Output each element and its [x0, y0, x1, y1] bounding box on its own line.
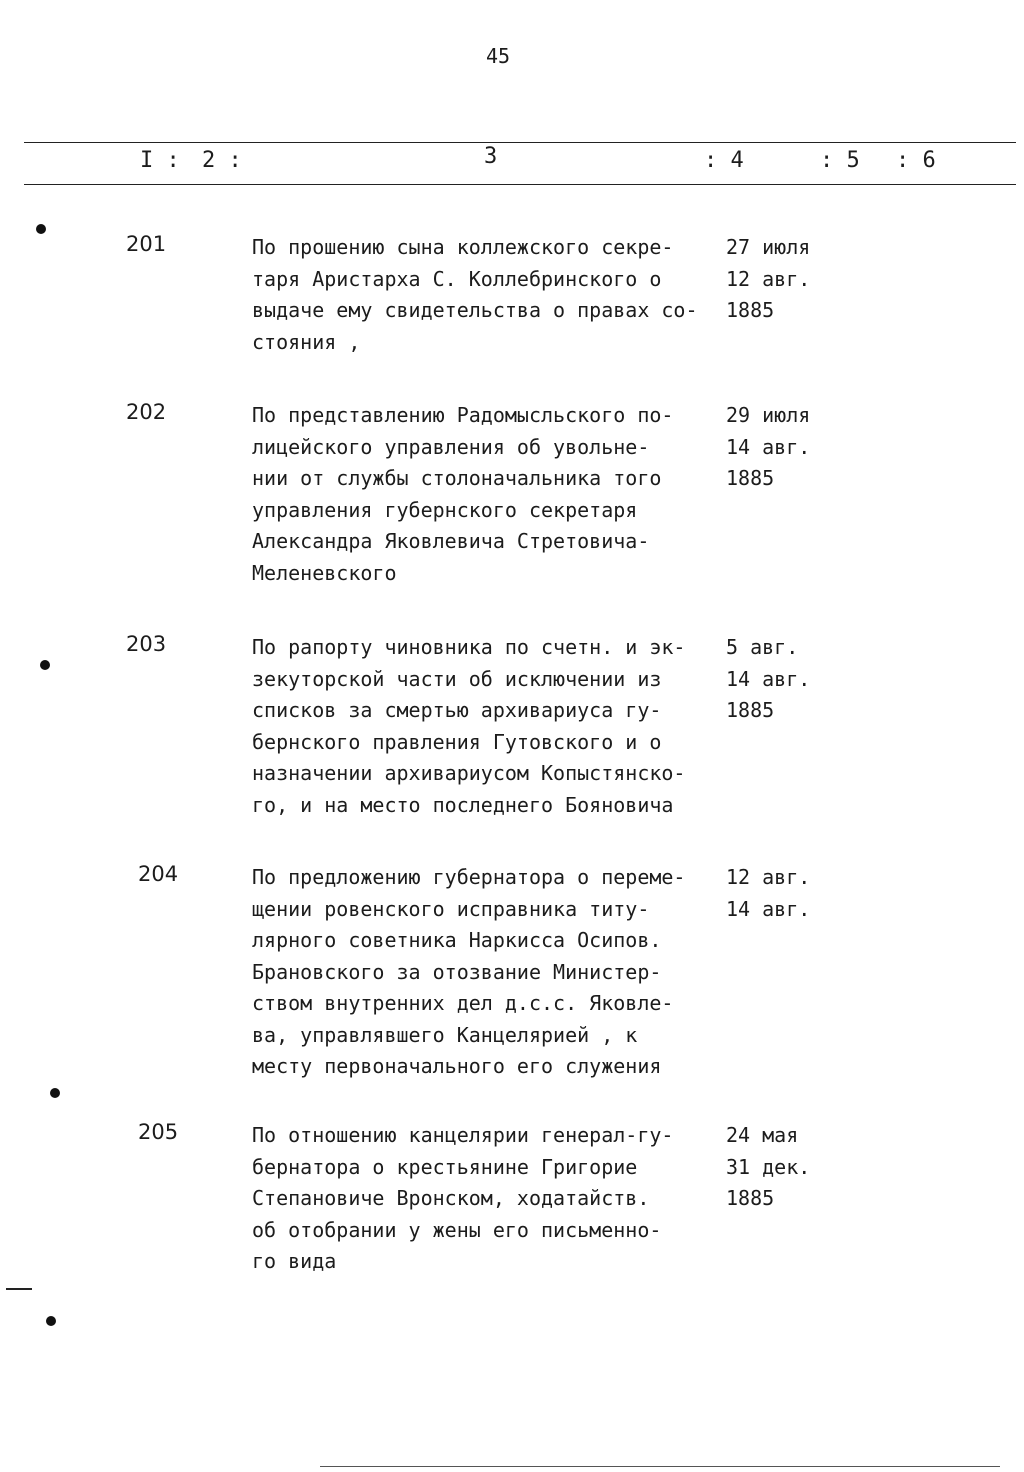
punch-hole-mark [36, 224, 46, 234]
entry-text-line: месту первоначального его служения [252, 1054, 662, 1078]
punch-hole-mark [46, 1316, 56, 1326]
entry-date-year: 1885 [726, 466, 775, 490]
entry-text-line: По предложению губернатора о переме- [252, 865, 686, 889]
entry-text-line: По отношению канцелярии генерал-гу- [252, 1123, 674, 1147]
entry-text-line: стояния , [252, 329, 361, 354]
column-header-4: : 4 [704, 148, 744, 173]
entry-dates [726, 400, 846, 495]
entry-description [252, 400, 724, 589]
entry-text-line: щении ровенского исправника титу- [252, 896, 650, 921]
entry-date-year: 1885 [726, 698, 775, 722]
scan-bottom-rule [320, 1466, 1000, 1467]
entry-date-start: 27 июля [726, 235, 811, 259]
entry-text-line: об отобрании у жены его письменно- [252, 1217, 662, 1242]
entry-text-line: По прошению сына коллежского секре- [252, 235, 674, 259]
entry-text-line: таря Аристарха С. Коллебринского о [252, 266, 662, 291]
entry-text-line: По рапорту чиновника по счетн. и эк- [252, 635, 686, 659]
entry-text-line: бернатора о крестьянине Григорие [252, 1154, 638, 1179]
entry-description [252, 862, 724, 1083]
entry-text-line: управления губернского секретаря [252, 497, 638, 522]
entry-number: 202 [126, 400, 167, 424]
entry-date-end: 14 авг. [726, 434, 811, 459]
entry-text-line: По представлению Радомысльского по- [252, 403, 674, 427]
column-header-1: I : [140, 148, 180, 173]
entry-text-line: нии от службы столоначальника того [252, 466, 662, 490]
entry-dates [726, 862, 846, 925]
entry-text-line: лярного советника Наркисса Осипов. [252, 928, 662, 952]
entry-text-line: Александра Яковлевича Стретовича- [252, 529, 650, 553]
entry-number: 204 [138, 862, 179, 886]
entry-text-line: зекуторской части об исключении из [252, 666, 662, 691]
entry-date-start: 5 авг. [726, 635, 799, 659]
entry-text-line: го, и на место последнего Бояновича [252, 792, 674, 817]
entry-description [252, 632, 724, 821]
entry-text-line: ва, управлявшего Канцелярией , к [252, 1022, 638, 1047]
entry-date-start: 24 мая [726, 1123, 799, 1147]
entry-text-line: списков за смертью архивариуса гу- [252, 698, 662, 722]
entry-dates [726, 232, 846, 327]
punch-hole-mark [50, 1088, 60, 1098]
column-header-3: 3 [484, 144, 498, 169]
entry-description [252, 232, 724, 358]
entry-text-line: выдаче ему свидетельства о правах со- [252, 298, 698, 322]
entry-date-end: 31 дек. [726, 1154, 811, 1179]
entry-text-line: Степановиче Вронском, ходатайств. [252, 1186, 650, 1210]
entry-date-year: 1885 [726, 298, 775, 322]
entry-date-end: 12 авг. [726, 266, 811, 291]
entry-dates [726, 1120, 846, 1215]
entry-text-line: ством внутренних дел д.с.с. Яковле- [252, 991, 674, 1015]
entry-dates [726, 632, 846, 727]
page-number: 45 [486, 44, 511, 68]
entry-text-line: бернского правления Гутовского и о [252, 729, 662, 754]
header-rule-bottom [24, 184, 1016, 185]
entry-date-end: 14 авг. [726, 666, 811, 691]
entry-text-line: Меленевского [252, 560, 397, 585]
punch-hole-mark [40, 660, 50, 670]
entry-date-start: 12 авг. [726, 865, 811, 889]
entry-number: 203 [126, 632, 167, 656]
entry-date-start: 29 июля [726, 403, 811, 427]
entry-text-line: назначении архивариусом Копыстянско- [252, 761, 686, 785]
entry-date-year: 1885 [726, 1186, 775, 1210]
header-rule-top [24, 142, 1016, 143]
entry-text-line: лицейского управления об увольне- [252, 434, 650, 459]
entry-text-line: Брановского за отозвание Министер- [252, 959, 662, 984]
column-header-6: : 6 [896, 148, 936, 173]
entry-description [252, 1120, 724, 1278]
column-header-2: 2 : [202, 148, 242, 173]
column-header-5: : 5 [820, 148, 860, 173]
entry-number: 205 [138, 1120, 179, 1144]
entry-text-line: го вида [252, 1249, 337, 1273]
entry-date-end: 14 авг. [726, 896, 811, 921]
scan-margin-dash [6, 1288, 32, 1290]
entry-number: 201 [126, 232, 167, 256]
